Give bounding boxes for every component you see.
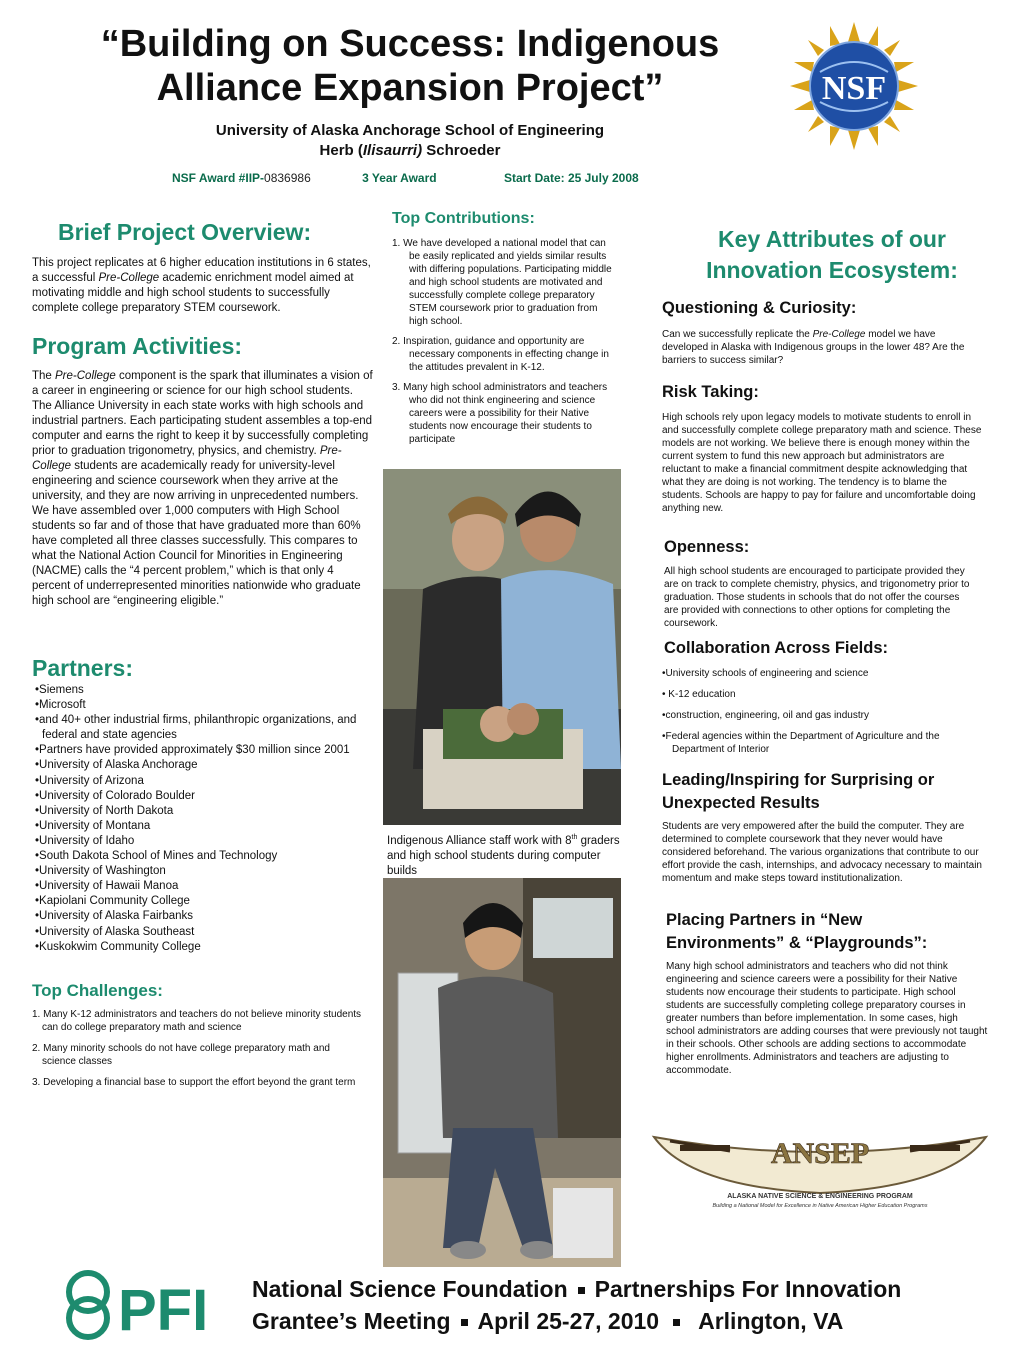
openness-heading: Openness: (664, 538, 750, 556)
partner-item: •and 40+ other industrial firms, philanthropic organizations, and federal and state agencies (35, 714, 357, 742)
contribution-item: 3. Many high school administrators and teachers who did not think engineering and science careers were a possibility for their Native students now encourage their students to participate (392, 382, 608, 445)
photo-student-with-computer (383, 878, 621, 1267)
ansep-logo (650, 1127, 990, 1217)
award-start-date: Start Date: 25 July 2008 (503, 171, 639, 185)
overview-heading: Brief Project Overview: (58, 219, 312, 245)
collaboration-item: • K-12 education (662, 689, 736, 700)
challenge-item: 2. Many minority schools do not have college preparatory math and science classes (32, 1043, 330, 1067)
partner-item: •Kuskokwim Community College (35, 940, 201, 953)
pfi-logo (58, 1270, 238, 1342)
title-line-1: “Building on Success: Indigenous (100, 23, 720, 65)
partner-item: •Siemens (35, 684, 84, 696)
nsf-logo-text: NSF (821, 70, 887, 107)
questioning-heading: Questioning & Curiosity: (662, 299, 857, 317)
partners-heading: Partners: (32, 655, 133, 681)
award-duration: 3 Year Award (362, 171, 437, 185)
partner-item: •University of Arizona (35, 774, 144, 787)
risk-text: High schools rely upon legacy models to motivate students to enroll in and successfully complete college preparatory math and science. These models are not working. We believe there is enough money within the current system to fund this new approach but administrators are reluctant to make a financial commitment despite acknowledging that what they are doing is not working. The tendency is to blame the students. Schools are happy to pay for failure and uncomfortable doing anything new. (662, 412, 982, 514)
challenges-list (32, 1008, 362, 1097)
author-name: Herb (Ilisaurri) Schroeder (319, 142, 501, 159)
leading-heading: Leading/Inspiring for Surprising or Unexpected Results (662, 771, 935, 812)
partner-item: •University of Hawaii Manoa (35, 880, 179, 893)
leading-text: Students are very empowered after the build the computer. They are determined to complete coursework that they never would have considered beforehand. The various organizations that contribute to our effort provide the cash, internships, and advocacy necessary to maintain momentum and make steps toward institutionalization. (662, 821, 982, 884)
contribution-item: 1. We have developed a national model that can be easily replicated and yields similar results with differing populations. Participating middle and high school students are motivated and successfully complete college preparatory STEM coursework prior to graduation from high school. (392, 238, 612, 327)
partner-item: •Microsoft (35, 699, 86, 712)
collaboration-item: •Federal agencies within the Department of Agriculture and the Department of Interior (662, 731, 940, 755)
partner-item: •University of North Dakota (35, 804, 174, 817)
poster-title (30, 22, 790, 110)
openness-text: All high school students are encouraged to participate provided they are on track to complete chemistry, physics, and trigonometry prior to graduation. Those students in schools that do not offer the courses are provided with connections to other options for completing the coursework. (664, 566, 970, 629)
contribution-item: 2. Inspiration, guidance and opportunity are necessary components in effecting change in the attitudes prevalent in K-12. (392, 336, 609, 373)
activities-heading: Program Activities: (32, 333, 243, 359)
partner-item: •University of Colorado Boulder (35, 789, 195, 802)
contributions-list (392, 237, 614, 453)
partners-list (32, 683, 362, 955)
photo-computer-build (383, 469, 621, 825)
ansep-line1: ALASKA NATIVE SCIENCE & ENGINEERING PROGRAM (727, 1193, 913, 1200)
collaboration-item: •construction, engineering, oil and gas industry (662, 710, 869, 721)
partner-item: •Partners have provided approximately $30 million since 2001 (35, 744, 350, 757)
risk-heading: Risk Taking: (662, 383, 759, 401)
collaboration-list (662, 667, 982, 764)
ansep-name: ANSEP (770, 1137, 870, 1170)
activities-text: The Pre-College component is the spark that illuminates a vision of a career in engineering or science for our high school students. The Alliance University in each state works with high schools and industrial partners. Each participating student assembles a top-end computer and earns the right to keep it by successfully completing prior to graduation trigonometry, physics, and chemistry. Pre-College students are academically ready for university-level engineering and science coursework when they arrive at the university, and they are now arriving in unprecedented numbers. We have assembled over 1,000 computers with High School students so far and of those that have graduated more than 60% have completed all three classes successfully. This compares to what the National Action Council for Minorities in Engineering (NACME) calls the “4 percent problem,” which is that only 4 percent of underrepresented minorities nationwide who graduate high school are “engineering eligible.” (32, 370, 373, 607)
contributions-heading: Top Contributions: (392, 210, 535, 227)
title-line-2: Alliance Expansion Project” (156, 67, 664, 109)
photo-caption: Indigenous Alliance staff work with 8th graders and high school students during computer builds (387, 834, 620, 877)
collaboration-item: •University schools of engineering and science (662, 668, 869, 679)
partner-item: •University of Alaska Fairbanks (35, 910, 194, 923)
overview-text: This project replicates at 6 higher education institutions in 6 states, a successful Pre-College academic enrichment model aimed at motivating middle and high school students to successfully complete college preparatory STEM coursework. (32, 257, 371, 314)
footer-line-1: National Science Foundation Partnerships For Innovation (252, 1276, 902, 1302)
award-info (172, 171, 692, 185)
placing-partners-text: Many high school administrators and teachers who did not think engineering and science careers were a possibility for their Native students now encourage their students to participate. High school students are successfully completing college preparatory courses in greater numbers than before implementation. In some cases, high school administrators are adding courses that were previously not taught in their schools. Other schools are adding sections to accommodate higher enrollments. Administrators and teachers are adjusting to accommodate. (666, 961, 988, 1076)
footer-line-2: Grantee’s Meeting April 25-27, 2010 Arlington, VA (252, 1308, 844, 1334)
award-number: 0836986 (264, 171, 311, 185)
award-label: NSF Award #IIP- (172, 171, 265, 185)
placing-partners-heading: Placing Partners in “New Environments” & “Playgrounds”: (666, 911, 928, 952)
ansep-line2: Building a National Model for Excellence in Native American Higher Education Programs (712, 1203, 928, 1209)
challenge-item: 3. Developing a financial base to support the effort beyond the grant term (32, 1077, 356, 1088)
partner-item: •University of Washington (35, 865, 166, 878)
challenges-heading: Top Challenges: (32, 981, 163, 1000)
questioning-text: Can we successfully replicate the Pre-College model we have developed in Alaska with Indigenous groups in the lower 48? Are the barriers to success similar? (662, 329, 965, 366)
partner-item: •University of Alaska Anchorage (35, 759, 198, 772)
partner-item: •Kapiolani Community College (35, 895, 190, 908)
university-name: University of Alaska Anchorage School of Engineering (215, 122, 605, 139)
key-attributes-heading: Key Attributes of our Innovation Ecosystem: (706, 226, 958, 283)
pfi-logo-text: PFI (118, 1278, 209, 1342)
partner-item: •University of Idaho (35, 834, 135, 847)
partner-item: •University of Alaska Southeast (35, 925, 195, 938)
partner-item: •University of Montana (35, 819, 151, 832)
collaboration-heading: Collaboration Across Fields: (664, 639, 889, 657)
challenge-item: 1. Many K-12 administrators and teachers do not believe minority students can do college preparatory math and science (32, 1009, 362, 1033)
nsf-logo (790, 22, 918, 150)
partner-item: •South Dakota School of Mines and Technology (35, 850, 278, 863)
